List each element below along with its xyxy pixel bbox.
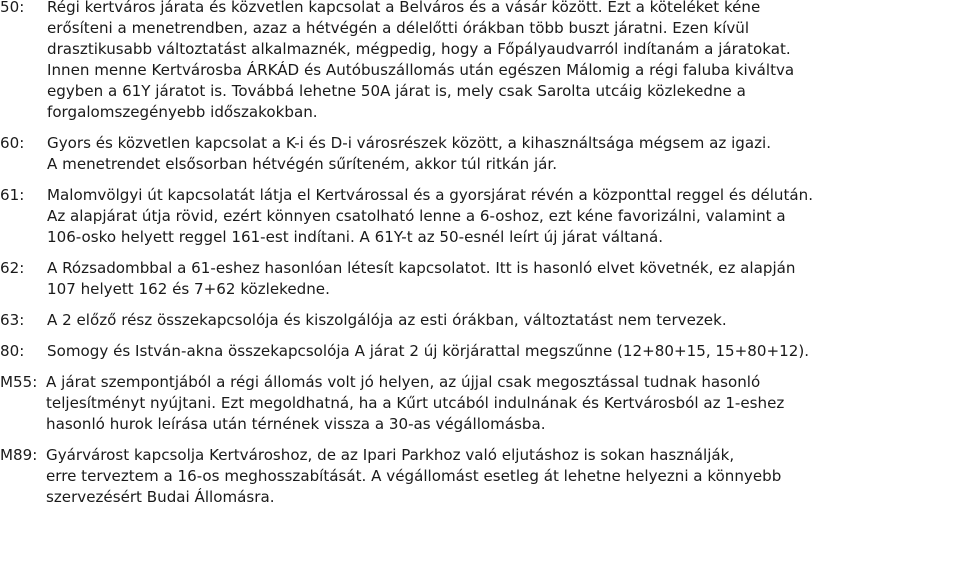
text-line: Malomvölgyi út kapcsolatát látja el Kertvárossal és a gyorsjárat révén a központtal reggel és délután. — [47, 186, 814, 204]
route-entry-60 — [0, 133, 958, 175]
route-entry-50 — [0, 0, 958, 123]
route-number: M89: — [0, 446, 38, 464]
text-line: szervezésért Budai Állomásra. — [46, 488, 275, 506]
text-line: A 2 előző rész összekapcsolója és kiszolgálója az esti órákban, változtatást nem tervezek. — [47, 311, 727, 329]
route-entry-m89 — [0, 445, 958, 508]
route-entry-61 — [0, 185, 958, 248]
text-line: drasztikusabb változtatást alkalmaznék, mégpedig, hogy a Főpályaudvarról indítanám a járatokat. — [47, 40, 791, 58]
route-description — [47, 258, 958, 300]
route-entry-80 — [0, 341, 958, 362]
route-entry-63 — [0, 310, 958, 331]
route-description — [47, 0, 958, 123]
text-line: A menetrendet elsősorban hétvégén sűríteném, akkor túl ritkán jár. — [47, 155, 558, 173]
text-line: Innen menne Kertvárosba ÁRKÁD és Autóbuszállomás után egészen Málomig a régi faluba kiváltva — [47, 61, 795, 79]
route-description — [47, 133, 958, 175]
text-line: erre terveztem a 16-os meghosszabítását. A végállomást esetleg át lehetne helyezni a könnyebb — [46, 467, 782, 485]
text-line: 107 helyett 162 és 7+62 közlekedne. — [47, 280, 330, 298]
route-entry-62 — [0, 258, 958, 300]
route-description — [46, 445, 958, 508]
route-number: 63: — [0, 311, 25, 329]
text-line: hasonló hurok leírása után térnének vissza a 30-as végállomásba. — [46, 415, 546, 433]
text-line: Gyors és közvetlen kapcsolat a K-i és D-i városrészek között, a kihasználtsága mégsem az igazi. — [47, 134, 772, 152]
text-line: erősíteni a menetrendben, azaz a hétvégén a délelőtti órákban több buszt járatni. Ezen kívül — [47, 19, 750, 37]
text-line: Régi kertváros járata és közvetlen kapcsolat a Belváros és a vásár között. Ezt a köteléket kéne — [47, 0, 761, 16]
route-number: 62: — [0, 259, 25, 277]
route-number: 60: — [0, 134, 25, 152]
text-line: Az alapjárat útja rövid, ezért könnyen csatolható lenne a 6-oshoz, ezt kéne favorizálni, valamint a — [47, 207, 786, 225]
text-line: A járat szempontjából a régi állomás volt jó helyen, az újjal csak megosztással tudnak hasonló — [46, 373, 761, 391]
text-line: Gyárvárost kapcsolja Kertvároshoz, de az Ipari Parkhoz való eljutáshoz is sokan használják, — [46, 446, 735, 464]
route-number: 61: — [0, 186, 25, 204]
route-description — [47, 310, 958, 331]
route-number: 80: — [0, 342, 25, 360]
text-line: teljesítményt nyújtani. Ezt megoldhatná, ha a Kűrt utcából indulnának és Kertvárosból az 1-eshez — [46, 394, 785, 412]
text-line: A Rózsadombbal a 61-eshez hasonlóan létesít kapcsolatot. Itt is hasonló elvet követnék, ez alapján — [47, 259, 796, 277]
text-line: Somogy és István-akna összekapcsolója A járat 2 új körjárattal megszűnne (12+80+15, 15+80+12). — [47, 342, 810, 360]
route-entry-m55 — [0, 372, 958, 435]
text-line: egyben a 61Y járatot is. Továbbá lehetne 50A járat is, mely csak Sarolta utcáig közlekedne a — [47, 82, 746, 100]
route-description — [46, 372, 958, 435]
text-line: forgalomszegényebb időszakokban. — [47, 103, 318, 121]
route-number: M55: — [0, 373, 38, 391]
route-number: 50: — [0, 0, 25, 16]
text-line: 106-osko helyett reggel 161-est indítani. A 61Y-t az 50-esnél leírt új járat váltaná. — [47, 228, 664, 246]
route-description — [47, 185, 958, 248]
route-description — [47, 341, 958, 362]
